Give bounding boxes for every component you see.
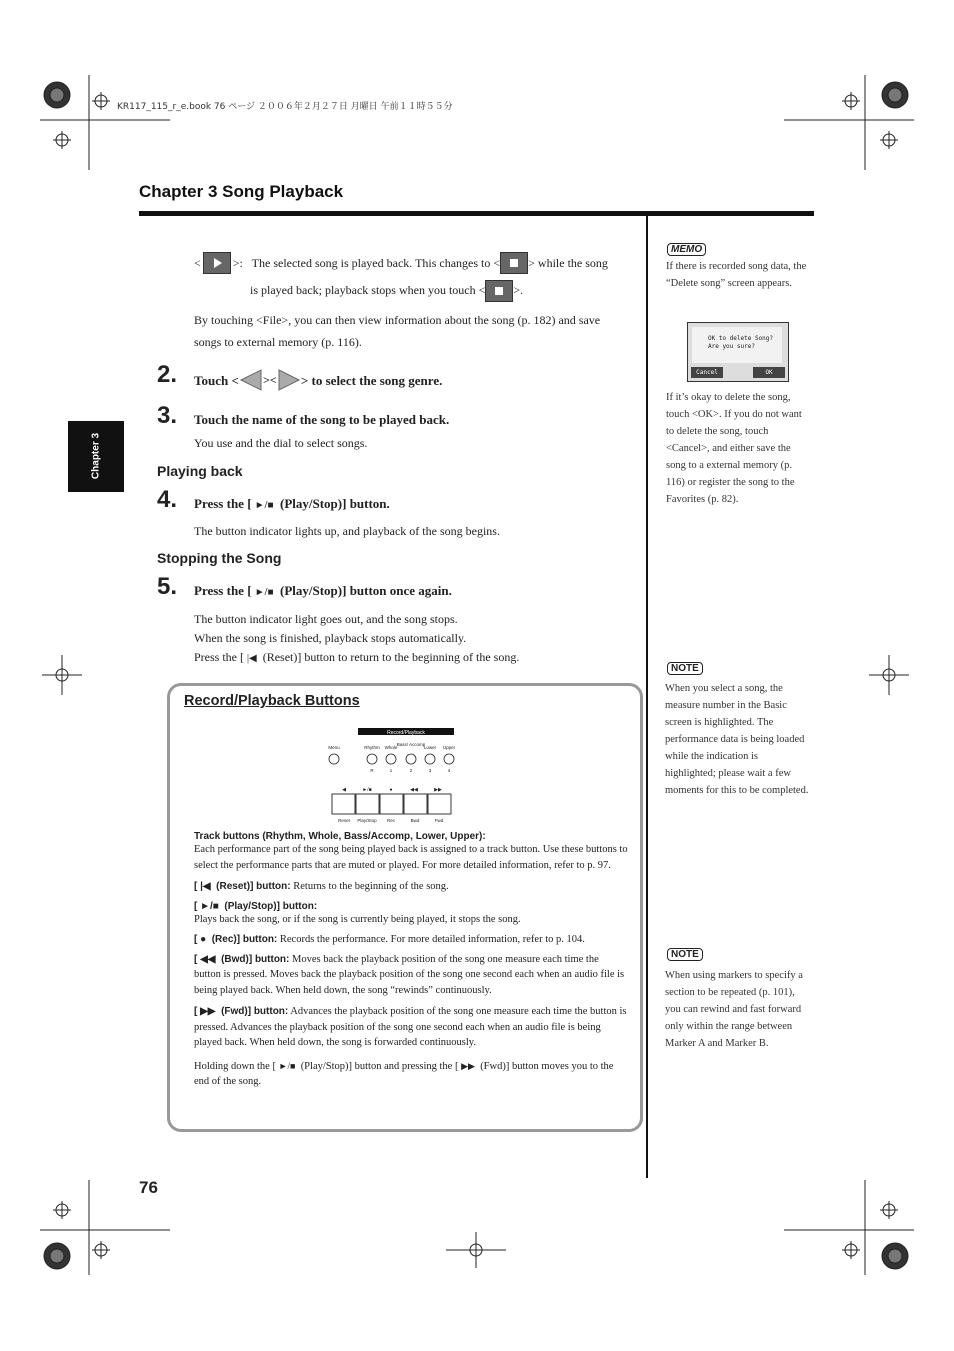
stop-icon	[485, 280, 513, 302]
panel-label: Whole	[384, 745, 398, 750]
play-icon	[203, 252, 231, 274]
file-info-text: By touching <File>, you can then view information about the song (p. 182) and save songs to external memory (p. 116).	[194, 313, 601, 349]
bwd-desc: [ ◀◀ (Bwd)] button: Moves back the playback position of the song one measure each time the button is pressed. Moves back the playback position of the song one second each when an audio file is being played back. When held down, the song “rewinds” continuously.	[194, 953, 625, 996]
play-description: < >: The selected song is played back. This changes to < > while the song is played back; playback stops when you touch < >.	[194, 252, 634, 303]
step-3-sub: You use and the dial to select songs.	[194, 436, 368, 450]
note-icon: NOTE	[667, 662, 703, 675]
stop-icon	[500, 252, 528, 274]
hold-desc: Holding down the [ ►/■ (Play/Stop)] button and pressing the [ ▶▶ (Fwd)] button moves you to the end of the song.	[194, 1060, 614, 1087]
step-5-text: Press the [ ►/■ (Play/Stop)] button once again.	[194, 583, 452, 598]
genre-arrow-icons	[239, 368, 301, 392]
chapter-title: Chapter 3 Song Playback	[139, 182, 344, 201]
step-5-sub: The button indicator light goes out, and the song stops. When the song is finished, playback stops automatically. Press the [ |◀ (Reset)] button to return to the beginning of the song.	[194, 612, 520, 664]
svg-text:◀◀: ◀◀	[410, 787, 418, 793]
step-5-number: 5.	[157, 573, 178, 600]
svg-text:►/■: ►/■	[362, 787, 372, 793]
fwd-desc: [ ▶▶ (Fwd)] button: Advances the playback position of the song one measure each time the button is pressed. Advances the playback position of the song one second each when an audio file is being played back. When held down, the song is forwarded continuously.	[194, 1006, 627, 1048]
step-3-number: 3.	[157, 402, 178, 429]
memo-badge	[667, 239, 706, 257]
rec-desc: [ ● (Rec)] button: Records the performance. For more detailed information, refer to p. 104.	[194, 934, 585, 945]
play-stop-icon: ►/■	[200, 900, 219, 912]
print-info-line: KR117_115_r_e.book 76 ページ ２００６年２月２７日 月曜日 午前１１時５５分	[117, 102, 453, 112]
reset-desc: [ |◀ (Reset)] button: Returns to the beginning of the song.	[194, 881, 449, 892]
svg-text:●: ●	[389, 787, 393, 793]
bwd-icon: ◀◀	[200, 953, 216, 965]
rec-icon: ●	[200, 934, 207, 945]
track-heading: Track buttons (Rhythm, Whole, Bass/Accomp, Lower, Upper):	[194, 831, 486, 842]
play-stop-icon: ►/■	[254, 587, 274, 598]
box-descriptions	[194, 831, 628, 1090]
panel-num: 4	[447, 768, 451, 773]
svg-text:▶▶: ▶▶	[434, 787, 442, 793]
panel-label: Rhythm	[364, 745, 380, 750]
dialog-message: OK to delete Song?	[708, 335, 774, 342]
dialog-cancel-button[interactable]: Cancel	[691, 367, 723, 378]
panel-btn-label: Reset	[338, 818, 350, 823]
panel-btn-label: Play/Stop	[357, 818, 377, 823]
note-badge-1	[667, 658, 703, 676]
fwd-icon: ▶▶	[200, 1006, 216, 1017]
play-stop-heading: [ ►/■ (Play/Stop)] button:	[194, 900, 318, 912]
play-stop-icon: ►/■	[254, 500, 274, 511]
panel-title: Record/Playback	[387, 730, 425, 736]
dialog-message: Are you sure?	[708, 343, 755, 350]
track-text: Each performance part of the song being played back is assigned to a track button. Use these buttons to select the performance parts that are muted or played. For more detailed information, refer to p. 97.	[194, 844, 628, 871]
reset-icon: |◀	[200, 881, 211, 892]
dialog-ok-button[interactable]: OK	[753, 367, 785, 378]
panel-label: Lower	[423, 745, 437, 750]
reset-icon: |◀	[247, 653, 257, 664]
panel-num: 2	[409, 768, 413, 773]
step-3-text: Touch the name of the song to be played back.	[194, 412, 450, 427]
memo-text: If there is recorded song data, the “Delete song” screen appears.	[666, 261, 807, 289]
chapter-tab	[68, 421, 124, 492]
panel-btn-label: Fwd	[434, 818, 444, 823]
svg-text:><: ><	[262, 373, 277, 387]
header-rule	[139, 211, 814, 216]
memo-icon: MEMO	[667, 243, 706, 256]
note-icon: NOTE	[667, 948, 703, 961]
box-title: Record/Playback Buttons	[184, 693, 360, 709]
delete-song-dialog	[687, 322, 789, 382]
panel-btn-label: Bwd	[410, 818, 420, 823]
panel-btn-label: Rec	[386, 818, 396, 823]
play-stop-icon: ►/■	[278, 1060, 296, 1071]
panel-num: R	[370, 768, 374, 773]
step-2-number: 2.	[157, 361, 178, 388]
panel-num: 1	[389, 768, 393, 773]
chapter-tab-label: Chapter 3	[90, 432, 102, 480]
panel-num: 3	[428, 768, 432, 773]
step-2-text: Touch < >< > to select the song genre.	[194, 370, 442, 394]
step-4-text: Press the [ ►/■ (Play/Stop)] button.	[194, 496, 390, 511]
panel-illustration	[320, 726, 470, 826]
fwd-icon: ▶▶	[461, 1060, 475, 1071]
record-playback-box	[167, 683, 643, 1132]
panel-label: Upper	[442, 745, 456, 750]
note-text-1: When you select a song, the measure number in the Basic screen is highlighted. The performance data is being loaded while the indication is highlighted; please wait a few moments for this to be completed.	[665, 683, 809, 796]
memo-text-2: If it’s okay to delete the song, touch <OK>. If you do not want to delete the song, touch <Cancel>, and either save the song to a external memory (p. 116) or register the song to the Favorites (p. 82).	[666, 392, 802, 505]
page-number: 76	[139, 1178, 158, 1197]
play-stop-text: Plays back the song, or if the song is currently being played, it stops the song.	[194, 913, 521, 925]
panel-label: Bass/ Accomp	[396, 742, 426, 747]
note-badge-2	[667, 944, 703, 962]
stopping-heading: Stopping the Song	[157, 550, 282, 566]
dialog-screen	[692, 327, 782, 363]
column-divider	[646, 216, 648, 1178]
panel-label: Menu	[328, 745, 340, 750]
step-4-number: 4.	[157, 486, 178, 513]
step-4-sub: The button indicator lights up, and playback of the song begins.	[194, 524, 500, 538]
svg-text:◀: ◀	[342, 787, 346, 793]
playing-back-heading: Playing back	[157, 463, 243, 479]
note-text-2: When using markers to specify a section to be repeated (p. 101), you can rewind and fast forward only within the range between Marker A and Marker B.	[665, 970, 803, 1049]
